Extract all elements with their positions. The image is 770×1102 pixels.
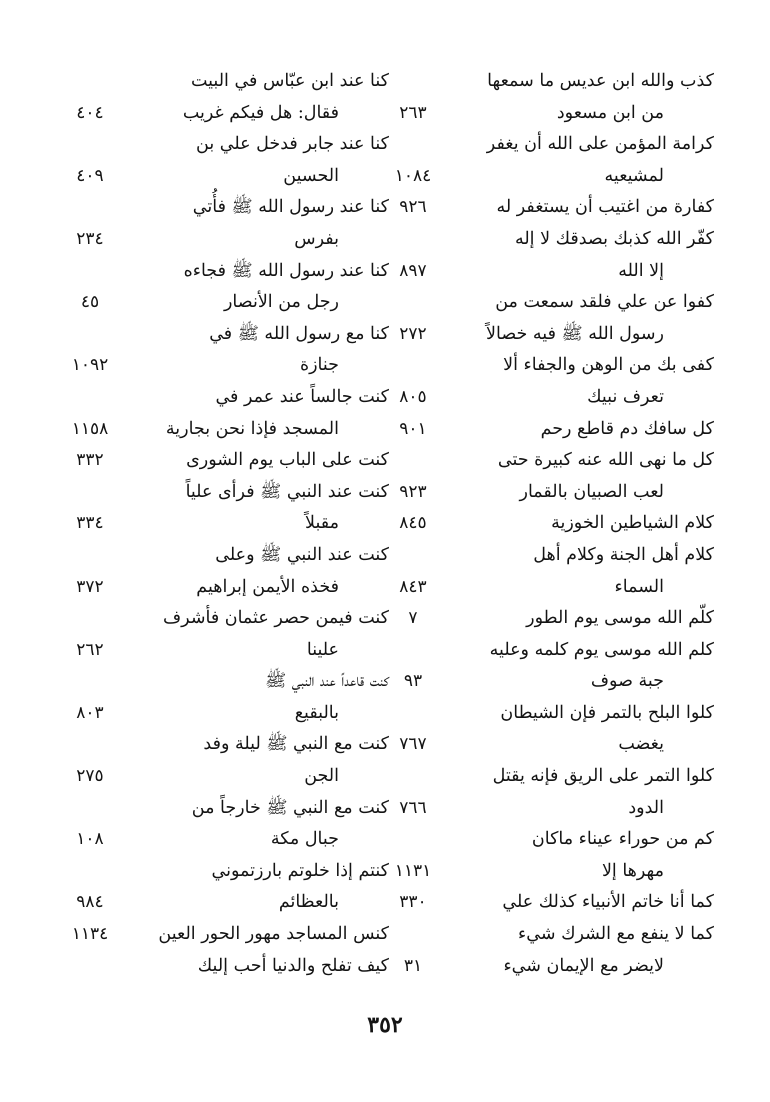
entry-number: ٢٧٥: [76, 766, 104, 787]
entry-text: كذب والله ابن عديس ما سمعها: [487, 71, 714, 91]
index-entry-line: [380, 635, 714, 667]
entry-number: ١١٥٨: [71, 418, 109, 439]
index-entry-line: [380, 445, 714, 477]
entry-text: كرامة المؤمن على الله أن يغفر: [486, 134, 714, 155]
index-entry-line: [380, 761, 714, 793]
left-column: [55, 66, 389, 982]
index-entry-line: [55, 793, 389, 825]
entry-number: ١٠٨: [76, 829, 104, 850]
index-entry-line: [55, 698, 389, 730]
entry-text: كنتم إذا خلوتم بارزتموني: [211, 860, 389, 881]
entry-number: ٧٦٧: [399, 734, 427, 755]
index-entry-line: [55, 319, 389, 351]
entry-text: كل ما نهى الله عنه كبيرة حتى: [497, 450, 714, 471]
index-entry-line: [380, 540, 714, 572]
index-entry-line: [55, 919, 389, 951]
index-entry-line: [380, 161, 714, 193]
entry-text: كيف تفلح والدنيا أحب إليك: [197, 955, 389, 976]
index-entry-line: [55, 635, 389, 667]
entry-number: ٣١: [403, 955, 423, 976]
entry-text: كنا عند جابر فدخل علي بن: [196, 134, 389, 155]
entry-text: لايضر مع الإيمان شيء: [503, 955, 664, 976]
index-entry-line: [380, 66, 714, 98]
entry-number: ٤٠٤: [76, 102, 104, 123]
entry-text: جبة صوف: [590, 671, 664, 692]
entry-number: ١٠٩٢: [71, 355, 109, 376]
entry-text: من ابن مسعود: [556, 102, 664, 123]
index-entry-line: [55, 66, 389, 98]
index-entry-line: [380, 224, 714, 256]
entry-text: فقال: هل فيكم غريب: [182, 102, 339, 123]
entry-number: ٧: [408, 608, 418, 629]
index-entry-line: [55, 350, 389, 382]
index-entry-line: [55, 414, 389, 446]
entry-text: كنا مع رسول الله ﷺ في: [209, 323, 389, 344]
index-entry-line: [55, 477, 389, 509]
entry-number: ٧٦٦: [399, 797, 427, 818]
entry-text: الجن: [304, 766, 339, 787]
index-entry-line: [380, 382, 714, 414]
index-entry-line: [380, 256, 714, 288]
index-entry-line: [55, 192, 389, 224]
index-entry-line: [55, 603, 389, 635]
entry-text: لعب الصبيان بالقمار: [519, 481, 664, 502]
index-entry-line: [380, 698, 714, 730]
entry-number: ٩٢٦: [399, 197, 427, 218]
index-entry-line: [55, 287, 389, 319]
index-entry-line: [380, 129, 714, 161]
entry-text: علينا: [306, 639, 339, 660]
entry-text: كفّر الله كذبك بصدقك لا إله: [514, 228, 714, 249]
index-entry-line: [380, 951, 714, 983]
entry-text: كما لا ينفع مع الشرك شيء: [518, 924, 714, 945]
entry-text: كنت مع النبي ﷺ ليلة وفد: [203, 734, 389, 755]
index-entry-line: [55, 666, 389, 698]
entry-text: بالبقيع: [294, 702, 339, 723]
entry-text: كلام أهل الجنة وكلام أهل: [533, 544, 714, 565]
entry-number: ٨٩٧: [399, 260, 427, 281]
entry-text: كنت قاعداً عند النبي ﷺ: [265, 671, 389, 692]
right-column: [380, 66, 714, 982]
index-entry-line: [55, 824, 389, 856]
entry-text: المسجد فإذا نحن بجارية: [165, 418, 339, 439]
index-entry-line: [55, 98, 389, 130]
entry-text: كل سافك دم قاطع رحم: [540, 418, 714, 439]
index-entry-line: [380, 666, 714, 698]
entry-text: كما أنا خاتم الأنبياء كذلك علي: [502, 892, 714, 913]
entry-number: ١١٣٤: [71, 924, 109, 945]
index-entry-line: [380, 319, 714, 351]
entry-text: الدود: [628, 797, 664, 818]
index-entry-line: [380, 729, 714, 761]
index-entry-line: [380, 192, 714, 224]
index-entry-line: [55, 256, 389, 288]
entry-text: كلوا البلح بالتمر فإن الشيطان: [500, 702, 714, 723]
entry-text: كنا عند ابن عبّاس في البيت: [190, 71, 389, 91]
entry-number: ٩٠١: [399, 418, 427, 439]
index-entry-line: [55, 161, 389, 193]
entry-text: كنا عند رسول الله ﷺ فجاءه: [183, 260, 389, 281]
index-entry-line: [380, 287, 714, 319]
entry-number: ٢٧٢: [399, 323, 427, 344]
entry-text: كلم الله موسى يوم كلمه وعليه: [489, 639, 714, 660]
entry-number: ٤٠٩: [76, 165, 104, 186]
index-entry-line: [55, 129, 389, 161]
index-entry-line: [380, 919, 714, 951]
entry-number: ٩٢٣: [399, 481, 427, 502]
index-entry-line: [55, 508, 389, 540]
entry-number: ٨٠٥: [399, 386, 427, 407]
entry-text: بالعظائم: [278, 892, 339, 913]
index-entry-line: [380, 856, 714, 888]
entry-text: يغضب: [618, 734, 664, 755]
page-number: ٣٥٢: [367, 1012, 403, 1038]
index-entry-line: [380, 603, 714, 635]
entry-text: كنت مع النبي ﷺ خارجاً من: [191, 797, 389, 818]
entry-number: ٨٠٣: [76, 702, 104, 723]
index-entry-line: [380, 98, 714, 130]
entry-text: جنازة: [299, 355, 339, 376]
entry-number: ٩٨٤: [76, 892, 104, 913]
entry-number: ١٠٨٤: [394, 165, 432, 186]
entry-text: لمشيعيه: [604, 165, 664, 186]
index-entry-line: [380, 477, 714, 509]
index-entry-line: [380, 887, 714, 919]
entry-text: إلا الله: [618, 260, 664, 281]
entry-text: كنت عند النبي ﷺ وعلى: [215, 544, 389, 565]
index-entry-line: [380, 793, 714, 825]
entry-text: كنس المساجد مهور الحور العين: [158, 924, 389, 945]
entry-text: بفرس: [294, 228, 339, 249]
entry-text: كنت على الباب يوم الشورى: [186, 450, 389, 471]
index-entry-line: [55, 224, 389, 256]
entry-text: كفى بك من الوهن والجفاء ألا: [503, 355, 714, 376]
index-entry-line: [55, 951, 389, 983]
entry-text: تعرف نبيك: [587, 386, 664, 407]
entry-text: كنت فيمن حصر عثمان فأشرف: [163, 608, 389, 629]
entry-number: ٣٧٢: [76, 576, 104, 597]
entry-text: كم من حوراء عيناء ماكان: [531, 829, 714, 850]
entry-number: ٢٦٢: [76, 639, 104, 660]
entry-text: كلوا التمر على الريق فإنه يقتل: [492, 766, 714, 787]
entry-number: ٨٤٣: [399, 576, 427, 597]
entry-text: كفوا عن علي فلقد سمعت من: [495, 292, 714, 313]
index-entry-line: [55, 382, 389, 414]
entry-number: ٣٣٢: [76, 450, 104, 471]
index-entry-line: [380, 508, 714, 540]
entry-text: كنت عند النبي ﷺ فرأى علياً: [185, 481, 389, 502]
index-entry-line: [55, 445, 389, 477]
entry-text: رسول الله ﷺ فيه خصالاً: [486, 323, 664, 344]
entry-number: ٩٣: [403, 671, 423, 692]
entry-text: كنت جالساً عند عمر في: [215, 386, 389, 407]
entry-text: جبال مكة: [270, 829, 339, 850]
entry-number: ٣٣٠: [399, 892, 427, 913]
entry-text: كنا عند رسول الله ﷺ فأُتي: [192, 197, 389, 218]
entry-text: السماء: [614, 576, 664, 597]
index-entry-line: [380, 824, 714, 856]
index-entry-line: [380, 572, 714, 604]
entry-text: كلام الشياطين الخوزية: [551, 513, 714, 534]
entry-number: ٨٤٥: [399, 513, 427, 534]
entry-number: ١١٣١: [394, 860, 432, 881]
index-entry-line: [380, 414, 714, 446]
index-entry-line: [55, 856, 389, 888]
index-entry-line: [380, 350, 714, 382]
entry-text: الحسين: [283, 165, 339, 186]
entry-text: كلّم الله موسى يوم الطور: [526, 608, 714, 629]
entry-text: مقبلاً: [305, 513, 339, 534]
entry-number: ٣٣٤: [76, 513, 104, 534]
index-entry-line: [55, 761, 389, 793]
index-entry-line: [55, 572, 389, 604]
entry-number: ٢٦٣: [399, 102, 427, 123]
index-entry-line: [55, 729, 389, 761]
entry-text: مهرها إلا: [601, 860, 664, 881]
entry-text: كفارة من اغتيب أن يستغفر له: [496, 197, 714, 218]
entry-text: رجل من الأنصار: [223, 292, 339, 313]
index-entry-line: [55, 540, 389, 572]
entry-number: ٢٣٤: [76, 228, 104, 249]
entry-text: فخذه الأيمن إبراهيم: [196, 576, 339, 597]
index-entry-line: [55, 887, 389, 919]
entry-number: ٤٥: [80, 292, 100, 313]
